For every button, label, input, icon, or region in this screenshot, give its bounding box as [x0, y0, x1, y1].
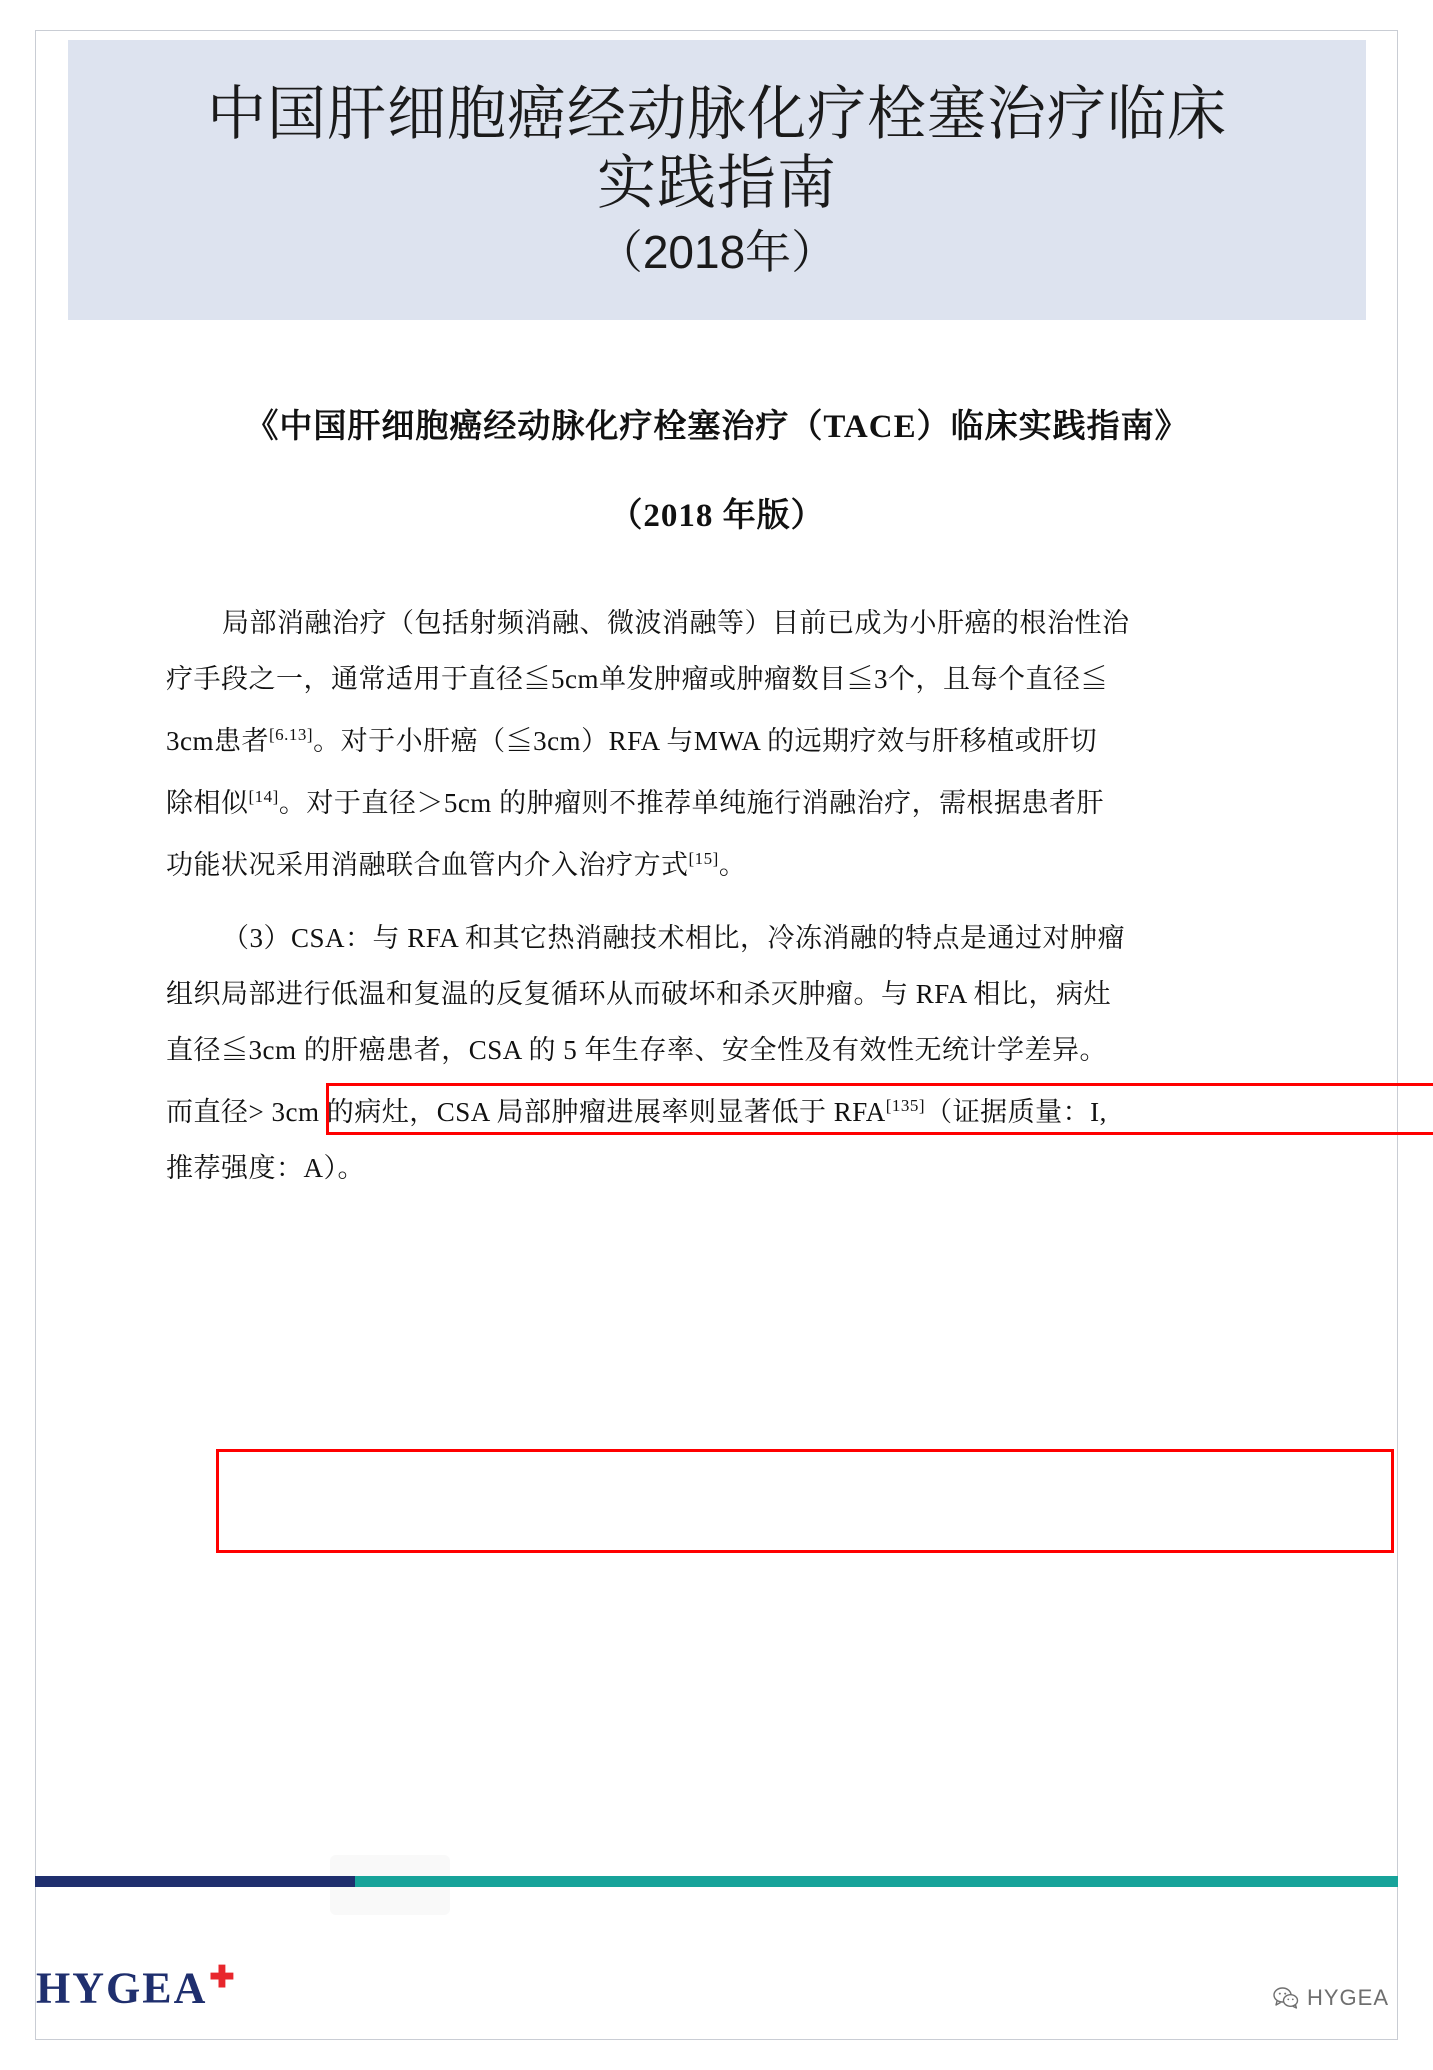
- footer-rule-dark: [35, 1876, 355, 1887]
- title-banner: [68, 40, 1366, 320]
- footer-rule-teal: [355, 1876, 1398, 1887]
- paragraph-2-line-1: （3）CSA：与 RFA 和其它热消融技术相比，冷冻消融的特点是通过对肿瘤: [222, 923, 1126, 953]
- document-heading-secondary: （2018 年版）: [609, 498, 825, 534]
- wechat-account-tag: [1273, 1985, 1389, 2011]
- paragraph-1-line-5-post: 。: [718, 850, 747, 880]
- paragraph-1-line-4-post: 。对于直径＞5cm 的肿瘤则不推荐单纯施行消融治疗，需根据患者肝: [278, 788, 1105, 818]
- slide-title-line-2: 实践指南: [596, 150, 837, 217]
- medical-cross-icon: ✚: [209, 1961, 237, 1994]
- paragraph-2-line-5: 推荐强度：A）。: [166, 1153, 365, 1183]
- paragraph-1-line-5-pre: 功能状况采用消融联合血管内介入治疗方式: [166, 850, 689, 880]
- wechat-account-name: HYGEA: [1306, 1985, 1389, 2010]
- highlight-box-2: [216, 1449, 1394, 1553]
- brand-logo-text: HYGEA: [36, 1963, 208, 2013]
- paragraph-2-line-2: 组织局部进行低温和复温的反复循环从而破坏和杀灭肿瘤。与 RFA 相比，病灶: [166, 979, 1112, 1009]
- paragraph-1-line-1: 局部消融治疗（包括射频消融、微波消融等）目前已成为小肝癌的根治性治: [222, 608, 1130, 638]
- document-body: [68, 400, 1366, 1183]
- footnote-ref-14: [14]: [248, 787, 279, 806]
- slide-title: [207, 80, 1227, 219]
- paragraph-1-line-2: 疗手段之一，通常适用于直径≦5cm单发肿瘤或肿瘤数目≦3个，且每个直径≦: [166, 664, 1108, 694]
- paragraph-2-line-4-post: （证据质量：I,: [925, 1097, 1107, 1127]
- paragraph-2-line-4-pre: 而直径> 3cm 的病灶，CSA 局部肿瘤进展率则显著低于 RFA: [166, 1097, 886, 1127]
- paragraph-1-line-3-pre: 3cm患者: [166, 726, 269, 756]
- paragraph-1-line-3-post: 。对于小肝癌（≦3cm）RFA 与MWA 的远期疗效与肝移植或肝切: [313, 726, 1098, 756]
- document-heading-primary: 《中国肝细胞癌经动脉化疗栓塞治疗（TACE）临床实践指南》: [245, 409, 1189, 445]
- slide-title-year: （2018年）: [596, 226, 838, 279]
- wechat-icon: [1273, 1987, 1299, 2009]
- footnote-ref-15: [15]: [688, 849, 719, 868]
- paragraph-1: [166, 595, 1276, 893]
- slide-title-line-1: 中国肝细胞癌经动脉化疗栓塞治疗临床: [206, 80, 1227, 147]
- paragraph-1-line-4-pre: 除相似: [166, 788, 249, 818]
- paragraph-2: [166, 910, 1276, 1196]
- paragraph-2-line-3: 直径≦3cm 的肝癌患者，CSA 的 5 年生存率、安全性及有效性无统计学差异。: [166, 1035, 1108, 1065]
- footnote-ref-135: [135]: [885, 1096, 926, 1115]
- footnote-ref-6-13: [6.13]: [269, 725, 314, 744]
- brand-logo: [36, 1960, 237, 2014]
